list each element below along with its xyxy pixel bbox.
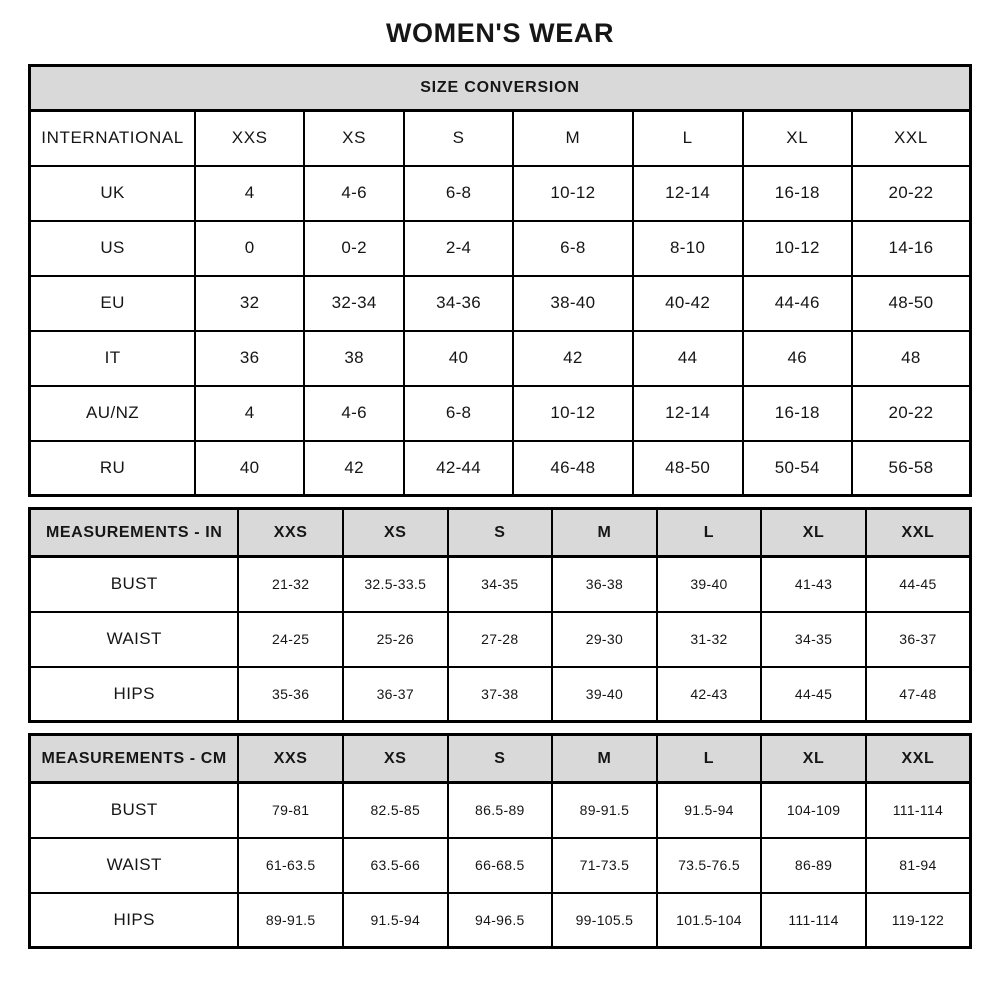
measurements-cm-body [30,735,971,948]
measurement-value-cell: 34-35 [448,557,553,612]
size-value-cell: 40 [404,331,513,386]
measurement-value-cell: 99-105.5 [552,893,657,948]
size-value-cell: 42-44 [404,441,513,496]
measurement-value-cell: 66-68.5 [448,838,553,893]
measurement-value-cell: 29-30 [552,612,657,667]
size-column-header: L [657,735,762,783]
size-column-header: XS [343,735,448,783]
size-value-cell: 10-12 [513,386,633,441]
size-value-cell: 32 [195,276,304,331]
size-value-cell: 32-34 [304,276,404,331]
measurement-value-cell: 81-94 [866,838,971,893]
size-value-cell: 8-10 [633,221,743,276]
size-value-cell: 44 [633,331,743,386]
measurement-value-cell: 21-32 [238,557,343,612]
size-value-cell: 38-40 [513,276,633,331]
size-value-cell: 6-8 [513,221,633,276]
row-label: UK [30,166,196,221]
size-column-header: XXL [866,735,971,783]
measurement-value-cell: 34-35 [761,612,866,667]
measurements-header-row [30,735,971,783]
conversion-row [30,386,971,441]
measurement-value-cell: 86.5-89 [448,783,553,838]
size-value-cell: 46-48 [513,441,633,496]
size-value-cell: 0-2 [304,221,404,276]
measurements-in-body [30,509,971,722]
size-value-cell: 2-4 [404,221,513,276]
size-column-header: XXS [238,509,343,557]
measurement-value-cell: 37-38 [448,667,553,722]
row-label: HIPS [30,893,239,948]
size-column-header: M [513,111,633,166]
measurement-row [30,612,971,667]
size-conversion-body [30,111,971,496]
measurement-value-cell: 61-63.5 [238,838,343,893]
row-label: WAIST [30,612,239,667]
size-value-cell: 40-42 [633,276,743,331]
measurement-value-cell: 24-25 [238,612,343,667]
measurement-value-cell: 35-36 [238,667,343,722]
size-value-cell: 6-8 [404,386,513,441]
size-value-cell: 56-58 [852,441,971,496]
size-conversion-table [28,64,972,497]
measurement-value-cell: 79-81 [238,783,343,838]
conversion-row [30,276,971,331]
page-title: WOMEN'S WEAR [385,18,615,48]
size-column-header: XS [304,111,404,166]
size-value-cell: 20-22 [852,166,971,221]
size-column-header: XXS [195,111,304,166]
size-value-cell: 14-16 [852,221,971,276]
measurement-value-cell: 119-122 [866,893,971,948]
measurement-value-cell: 44-45 [866,557,971,612]
measurement-value-cell: 41-43 [761,557,866,612]
conversion-row [30,166,971,221]
measurement-value-cell: 31-32 [657,612,762,667]
size-value-cell: 12-14 [633,166,743,221]
measurements-in-table [28,507,972,723]
measurement-value-cell: 27-28 [448,612,553,667]
measurement-value-cell: 63.5-66 [343,838,448,893]
size-column-header: S [404,111,513,166]
row-label: WAIST [30,838,239,893]
size-column-header: XS [343,509,448,557]
size-value-cell: 48-50 [633,441,743,496]
measurement-value-cell: 104-109 [761,783,866,838]
size-value-cell: 4-6 [304,166,404,221]
conversion-row [30,331,971,386]
measurement-value-cell: 39-40 [552,667,657,722]
size-column-header: L [657,509,762,557]
size-conversion-header: SIZE CONVERSION [30,66,971,111]
size-column-header: XL [761,735,866,783]
size-column-header: L [633,111,743,166]
size-value-cell: 4 [195,166,304,221]
size-column-header: S [448,509,553,557]
size-column-header: M [552,509,657,557]
measurement-value-cell: 42-43 [657,667,762,722]
measurement-value-cell: 36-37 [343,667,448,722]
measurement-value-cell: 73.5-76.5 [657,838,762,893]
measurement-value-cell: 91.5-94 [657,783,762,838]
measurements-title: MEASUREMENTS - CM [30,735,239,783]
measurement-value-cell: 36-37 [866,612,971,667]
measurement-value-cell: 39-40 [657,557,762,612]
row-label: BUST [30,557,239,612]
size-value-cell: 12-14 [633,386,743,441]
size-column-header: M [552,735,657,783]
size-value-cell: 6-8 [404,166,513,221]
size-value-cell: 42 [304,441,404,496]
size-value-cell: 10-12 [743,221,852,276]
conversion-row [30,441,971,496]
conversion-row [30,221,971,276]
size-value-cell: 46 [743,331,852,386]
row-label: HIPS [30,667,239,722]
row-label: RU [30,441,196,496]
measurement-value-cell: 47-48 [866,667,971,722]
size-column-header: XL [761,509,866,557]
size-value-cell: 34-36 [404,276,513,331]
measurement-row [30,557,971,612]
size-value-cell: 40 [195,441,304,496]
measurement-row [30,893,971,948]
measurement-value-cell: 32.5-33.5 [343,557,448,612]
size-value-cell: 20-22 [852,386,971,441]
measurement-value-cell: 44-45 [761,667,866,722]
measurements-cm-table [28,733,972,949]
size-value-cell: 4-6 [304,386,404,441]
size-value-cell: 10-12 [513,166,633,221]
size-header-row [30,111,971,166]
size-value-cell: 50-54 [743,441,852,496]
measurement-value-cell: 89-91.5 [238,893,343,948]
size-value-cell: 16-18 [743,166,852,221]
size-value-cell: 44-46 [743,276,852,331]
row-label: US [30,221,196,276]
size-value-cell: 48 [852,331,971,386]
measurement-row [30,838,971,893]
size-conversion-banner-row [30,66,971,111]
row-label: EU [30,276,196,331]
measurements-header-row [30,509,971,557]
measurement-value-cell: 36-38 [552,557,657,612]
row-label: AU/NZ [30,386,196,441]
measurement-value-cell: 89-91.5 [552,783,657,838]
row-label: BUST [30,783,239,838]
size-value-cell: 4 [195,386,304,441]
size-value-cell: 38 [304,331,404,386]
measurement-value-cell: 111-114 [761,893,866,948]
size-value-cell: 48-50 [852,276,971,331]
measurement-value-cell: 91.5-94 [343,893,448,948]
measurement-value-cell: 86-89 [761,838,866,893]
size-column-header: XXS [238,735,343,783]
measurement-value-cell: 71-73.5 [552,838,657,893]
measurement-value-cell: 82.5-85 [343,783,448,838]
size-column-header: S [448,735,553,783]
size-column-header: XXL [852,111,971,166]
measurement-value-cell: 94-96.5 [448,893,553,948]
measurement-row [30,783,971,838]
region-column-header: INTERNATIONAL [30,111,196,166]
measurement-row [30,667,971,722]
measurement-value-cell: 111-114 [866,783,971,838]
size-value-cell: 42 [513,331,633,386]
row-label: IT [30,331,196,386]
size-value-cell: 36 [195,331,304,386]
measurement-value-cell: 101.5-104 [657,893,762,948]
size-value-cell: 16-18 [743,386,852,441]
size-value-cell: 0 [195,221,304,276]
measurement-value-cell: 25-26 [343,612,448,667]
size-column-header: XL [743,111,852,166]
size-column-header: XXL [866,509,971,557]
measurements-title: MEASUREMENTS - IN [30,509,239,557]
